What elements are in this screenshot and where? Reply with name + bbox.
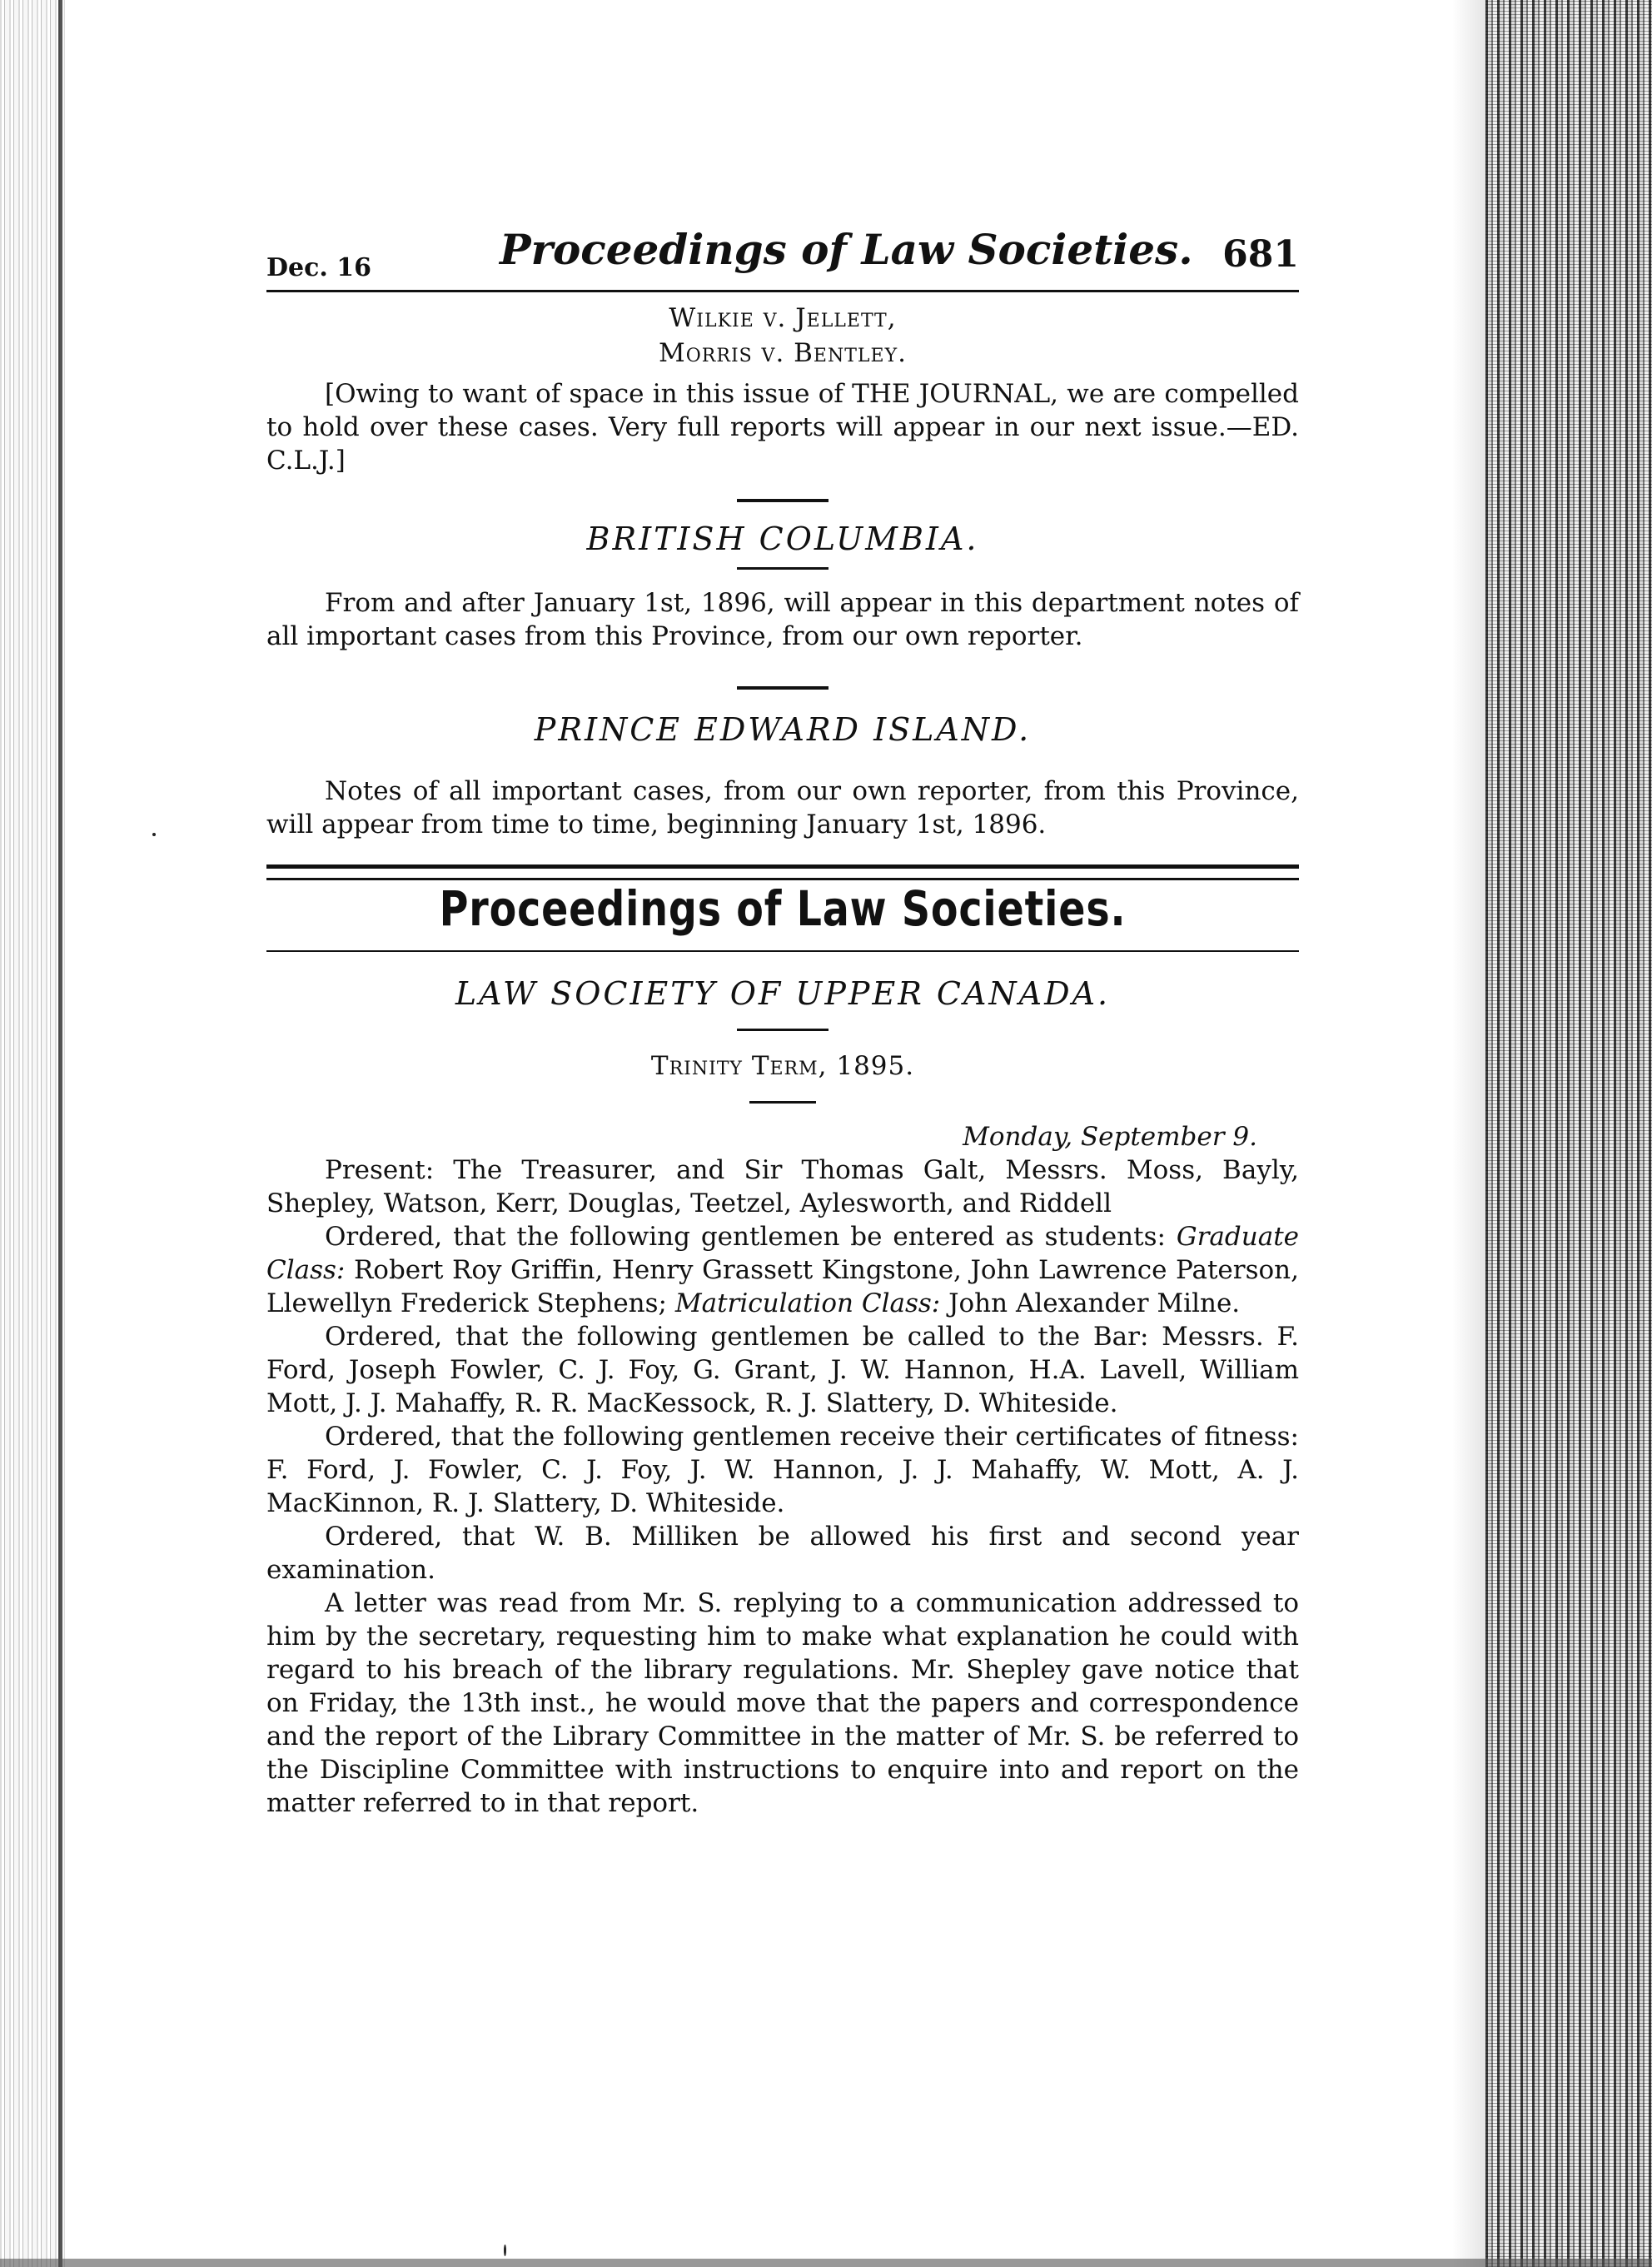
held-over-notice: [Owing to want of space in this issue of THE JOURNAL, we are compelled to hold over these cases. Very full reports will appear in our next issue.—ED. C.L.J.] bbox=[266, 379, 1299, 476]
pei-text: Notes of all important cases, from our own reporter, from this Province, will appear from time to time, beginning January 1st, 1896. bbox=[266, 776, 1299, 840]
scan-edge-left bbox=[0, 0, 65, 2267]
section-heading-pei: PRINCE EDWARD ISLAND. bbox=[534, 711, 1032, 748]
meeting-date: Monday, September 9. bbox=[963, 1122, 1257, 1152]
milliken-paragraph: Ordered, that W. B. Milliken be allowed his first and second year examination. bbox=[266, 1522, 1299, 1585]
section-heading-british-columbia: BRITISH COLUMBIA. bbox=[586, 521, 979, 557]
scan-edge-right bbox=[1485, 0, 1652, 2267]
scan-edge-left-line bbox=[58, 0, 62, 2267]
scan-speck bbox=[504, 2245, 506, 2256]
fitness-paragraph: Ordered, that the following gentlemen receive their certificates of fitness: F. Ford, J. Fowler, C. J. Foy, J. W. Hannon, J. J. Mahaffy, W. Mott, A. J. MacKinnon, R. J. Slattery, D. Whiteside. bbox=[266, 1422, 1299, 1518]
graduate-class-label: Graduate Class: bbox=[266, 1222, 1300, 1285]
page-number: 681 bbox=[1222, 233, 1299, 276]
scan-speck bbox=[152, 833, 156, 836]
main-title: Proceedings of Law Societies. bbox=[439, 880, 1127, 937]
section-divider bbox=[749, 1101, 816, 1104]
scan-edge-shadow bbox=[1452, 0, 1485, 2267]
section-divider bbox=[737, 567, 828, 570]
students-paragraph bbox=[266, 1220, 1299, 1320]
journal-page bbox=[266, 225, 1300, 1820]
section-divider bbox=[737, 499, 828, 502]
case-names bbox=[266, 301, 1299, 371]
called-to-bar-paragraph: Ordered, that the following gentlemen be called to the Bar: Messrs. F. Ford, Joseph Fowler, C. J. Foy, G. Grant, J. W. Hannon, H.A. Lavell, William Mott, J. J. Mahaffy, R. R. MacKessock, R. J. Slattery, D. Whiteside. bbox=[266, 1322, 1299, 1418]
letter-paragraph: A letter was read from Mr. S. replying to a communication addressed to him by the secretary, requesting him to make what explanation he could with regard to his breach of the library regulations. Mr. Shepley gave notice that on Friday, the 13th inst., he would move that the papers and correspondence and the report of the Library Committee in the matter of Mr. S. be referred to the Discipline Committee with instructions to enquire into and report on the matter referred to in that report. bbox=[266, 1588, 1299, 1818]
section-divider bbox=[737, 686, 828, 690]
double-rule bbox=[266, 864, 1299, 880]
british-columbia-text: From and after January 1st, 1896, will appear in this department notes of all important cases from this Province, from our own reporter. bbox=[266, 588, 1299, 651]
running-head bbox=[266, 225, 1299, 290]
present-paragraph: Present: The Treasurer, and Sir Thomas Galt, Messrs. Moss, Bayly, Shepley, Watson, Kerr, Douglas, Teetzel, Aylesworth, and Riddell bbox=[266, 1155, 1299, 1218]
case-name-1: Wilkie v. Jellett, bbox=[669, 303, 897, 333]
running-head-title: Proceedings of Law Societies. bbox=[500, 225, 1193, 274]
section-heading-law-society: LAW SOCIETY OF UPPER CANADA. bbox=[455, 975, 1111, 1012]
matriculation-class-label: Matriculation Class: bbox=[674, 1288, 941, 1318]
graduate-class-names: Robert Roy Griffin, Henry Grassett Kingstone, John Lawrence Paterson, Llewellyn Frederick Stephens; bbox=[266, 1255, 1299, 1318]
case-name-2: Morris v. Bentley. bbox=[659, 338, 907, 368]
term-heading: Trinity Term, 1895. bbox=[650, 1051, 915, 1081]
title-rule bbox=[266, 950, 1299, 952]
running-head-date: Dec. 16 bbox=[266, 253, 372, 282]
scan-edge-bottom bbox=[0, 2259, 1652, 2267]
matriculation-class-names: John Alexander Milne. bbox=[948, 1288, 1241, 1318]
header-rule bbox=[266, 290, 1299, 292]
students-lead: Ordered, that the following gentlemen be entered as students: bbox=[325, 1222, 1166, 1252]
section-divider bbox=[737, 1029, 828, 1031]
